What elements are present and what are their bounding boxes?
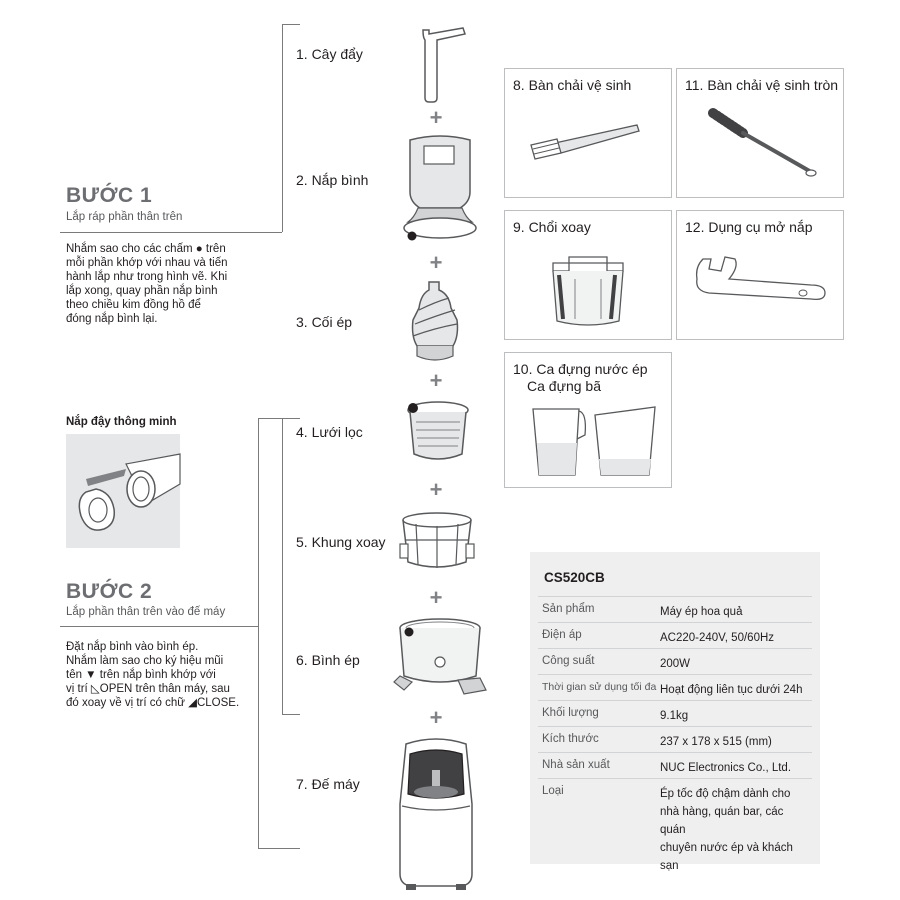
spec-row: Sản phẩm Máy ép hoa quả — [538, 596, 812, 623]
juicing-bowl-icon — [394, 616, 486, 700]
cleaning-brush-icon — [525, 121, 645, 171]
smart-cap-icon — [66, 434, 180, 548]
spec-row: Kích thước 237 x 178 x 515 (mm) — [538, 726, 812, 753]
smart-cap-label: Nắp đậy thông minh — [66, 416, 177, 428]
motor-base-icon — [396, 734, 476, 894]
part-label-bowl: 6. Bình ép — [296, 652, 360, 668]
bracket-bottom — [258, 848, 300, 849]
bracket-step2-vertical — [258, 418, 259, 848]
smart-cap-illustration — [66, 434, 180, 548]
auger-icon — [405, 280, 465, 364]
accessory-box-lid-opener — [676, 210, 844, 340]
strainer-icon — [404, 398, 472, 468]
spec-table — [530, 552, 820, 872]
step1-subtitle: Lắp ráp phần thân trên — [66, 211, 183, 223]
bracket-top — [282, 24, 300, 25]
step2-description: Đặt nắp bình vào bình ép. Nhắm làm sao cho ký hiệu mũi tên ▼ trên nắp bình khớp với vị trí ◺OPEN trên thân máy, sau đó xoay về vị trí có chữ ◢CLOSE. — [66, 641, 240, 709]
step2-title: BƯỚC 2 — [66, 580, 153, 603]
part-label-frame: 5. Khung xoay — [296, 534, 386, 550]
step1-description: Nhắm sao cho các chấm ● trên mỗi phần khớp với nhau và tiến hành lắp như trong hình vẽ. Khi lắp xong, quay phần nắp bình theo chiều kim đồng hồ để đóng nắp bình lại. — [66, 243, 228, 325]
spec-row: Công suất 200W — [538, 648, 812, 675]
accessory-box-round-brush — [676, 68, 844, 198]
accessory-label: 9. Chổi xoay — [513, 219, 591, 235]
step2-divider — [60, 626, 258, 627]
part-label-auger: 3. Cối ép — [296, 314, 353, 330]
lid-opener-icon — [691, 255, 831, 315]
rotating-frame-icon — [398, 510, 476, 572]
part-label-base: 7. Đế máy — [296, 776, 360, 792]
accessory-label: 12. Dụng cụ mở nắp — [685, 219, 813, 235]
round-brush-icon — [703, 107, 823, 187]
plus-sign: + — [429, 477, 443, 502]
part-label-lid: 2. Nắp bình — [296, 172, 369, 188]
plus-sign: + — [429, 705, 443, 730]
step1-title: BƯỚC 1 — [66, 184, 153, 207]
bracket-step1-vertical — [282, 24, 283, 232]
accessory-box-rotating-brush — [504, 210, 672, 340]
plus-sign: + — [429, 105, 443, 130]
hopper-lid-icon — [400, 132, 480, 244]
part-label-pusher: 1. Cây đẩy — [296, 46, 363, 62]
step2-subtitle: Lắp phần thân trên vào đế máy — [66, 606, 226, 618]
plus-sign: + — [429, 250, 443, 275]
step1-divider — [60, 232, 282, 233]
plus-sign: + — [429, 585, 443, 610]
spec-row: Điện áp AC220-240V, 50/60Hz — [538, 622, 812, 649]
accessory-label: 11. Bàn chải vệ sinh tròn — [685, 77, 839, 93]
accessory-label: 10. Ca đựng nước ép Ca đựng bã — [513, 361, 648, 394]
pusher-icon — [415, 26, 467, 104]
bracket-step2-top — [258, 418, 300, 419]
spec-row: Loại Ép tốc độ chậm dành cho nhà hàng, quán bar, các quán chuyên nước ép và khách sạn — [538, 778, 812, 849]
spec-row: Thời gian sử dụng tối đa Hoạt động liên tục dưới 24h — [538, 674, 812, 701]
accessory-label: 8. Bàn chải vệ sinh — [513, 77, 632, 93]
spec-row: Nhà sản xuất NUC Electronics Co., Ltd. — [538, 752, 812, 779]
spec-model: CS520CB — [544, 570, 605, 585]
bracket-step1b-vertical — [282, 418, 283, 714]
plus-sign: + — [429, 368, 443, 393]
accessory-box-cleaning-brush — [504, 68, 672, 198]
part-label-strainer: 4. Lưới lọc — [296, 424, 363, 440]
accessory-box-cups — [504, 352, 672, 488]
cups-icon — [529, 403, 659, 481]
spec-row: Khối lượng 9.1kg — [538, 700, 812, 727]
bracket-mid — [282, 714, 300, 715]
rotating-brush-icon — [545, 249, 631, 333]
